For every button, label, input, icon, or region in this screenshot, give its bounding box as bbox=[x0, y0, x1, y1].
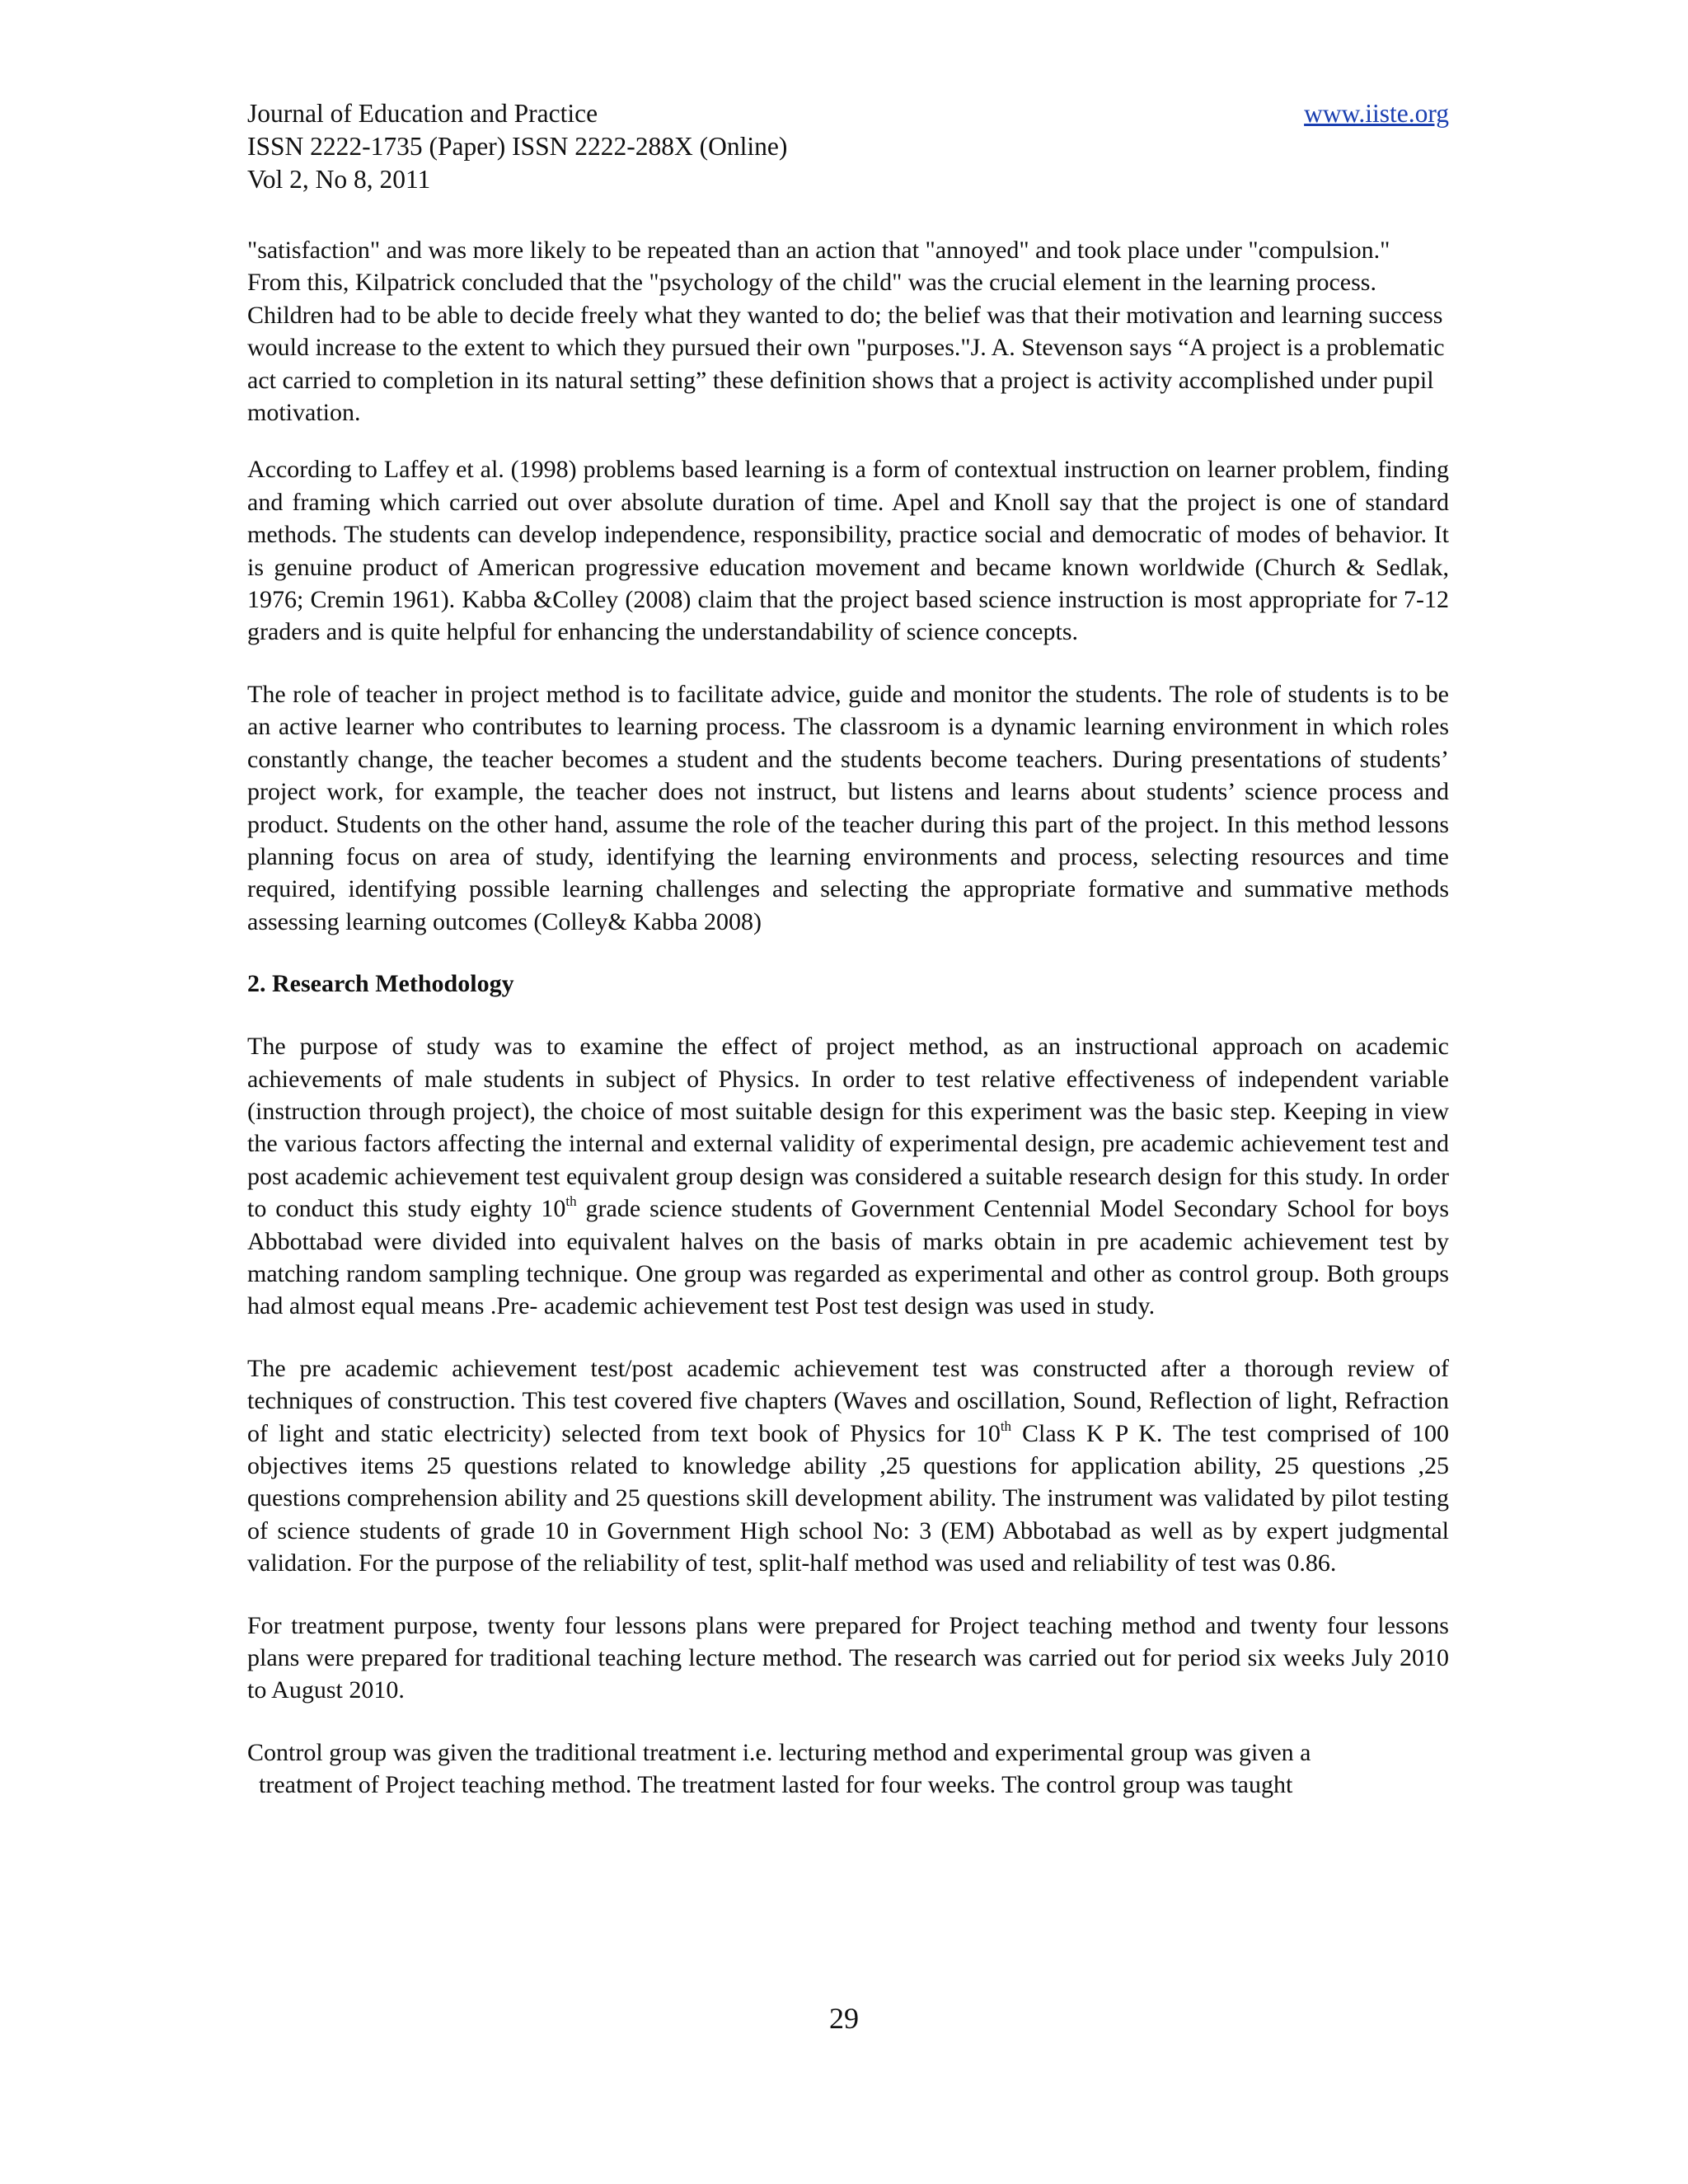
paragraph-study-purpose-part2: grade science students of Government Centennial Model Secondary School for boys Abbottabad were divided into equivalent halves on the basis of marks obtain in pre academic achievement test by matching random sampling technique. One group was regarded as experimental and other as control group. Both groups had almost equal means .Pre- academic achievement test Post test design was used in study. bbox=[247, 1195, 1449, 1320]
page-number: 29 bbox=[829, 2002, 859, 2035]
paragraph-kilpatrick: "satisfaction" and was more likely to be repeated than an action that "annoyed" and took place under "compulsion." From this, Kilpatrick concluded that the "psychology of the child" was the crucial element in the learning process. Children had to be able to decide freely what they wanted to do; the belief was that their motivation and learning success would increase to the extent to which they pursued their own "purposes."J. A. Stevenson says “A project is a problematic act carried to completion in its natural setting” these definition shows that a project is activity accomplished under pupil motivation. bbox=[247, 237, 1445, 427]
article-body bbox=[247, 234, 1449, 1802]
website-link[interactable]: www.iiste.org bbox=[1304, 99, 1449, 128]
paragraph-test-construction bbox=[247, 1352, 1449, 1580]
journal-title: Journal of Education and Practice bbox=[247, 99, 598, 128]
control-group-line-2: treatment of Project teaching method. The treatment lasted for four weeks. The control group was taught bbox=[259, 1771, 1293, 1799]
paragraph-teacher-role: The role of teacher in project method is to facilitate advice, guide and monitor the students. The role of students is to be an active learner who contributes to learning process. The classroom is a dynamic learning environment in which roles constantly change, the teacher becomes a student and the students become teachers. During presentations of students’ project work, for example, the teacher does not instruct, but listens and learns about students’ science process and product. Students on the other hand, assume the role of the teacher during this part of the project. In this method lessons planning focus on area of study, identifying the learning environments and process, selecting resources and time required, identifying possible learning challenges and selecting the appropriate formative and summative methods assessing learning outcomes (Colley& Kabba 2008) bbox=[247, 680, 1449, 935]
issn-line: ISSN 2222-1735 (Paper) ISSN 2222-288X (Online) bbox=[247, 132, 788, 161]
superscript-th: th bbox=[1000, 1418, 1012, 1434]
running-header bbox=[247, 97, 1449, 196]
superscript-th: th bbox=[565, 1193, 577, 1210]
paragraph-test-construction-part1: The pre academic achievement test/post academic achievement test was constructed after a thorough review of techniques of construction. This test covered five chapters (Waves and oscillation, Sound, Reflection of light, Refraction of light and static electricity) selected from text book of Physics for 10 bbox=[247, 1354, 1449, 1447]
paragraph-study-purpose-part1: The purpose of study was to examine the effect of project method, as an instructional approach on academic achievements of male students in subject of Physics. In order to test relative effectiveness of independent variable (instruction through project), the choice of most suitable design for this experiment was the basic step. Keeping in view the various factors affecting the internal and external validity of experimental design, pre academic achievement test and post academic achievement test equivalent group design was considered a suitable research design for this study. In order to conduct this study eighty 10 bbox=[247, 1033, 1449, 1223]
paragraph-study-purpose bbox=[247, 1030, 1449, 1323]
paragraph-control-group bbox=[247, 1736, 1449, 1802]
paragraph-test-construction-part2: Class K P K. The test comprised of 100 objectives items 25 questions related to knowledge ability ,25 questions for application ability, 25 questions ,25 questions comprehension ability and 25 questions skill development ability. The instrument was validated by pilot testing of science students of grade 10 in Government High school No: 3 (EM) Abbotabad as well as by expert judgmental validation. For the purpose of the reliability of test, split-half method was used and reliability of test was 0.86. bbox=[247, 1419, 1449, 1577]
control-group-line-1: Control group was given the traditional treatment i.e. lecturing method and experimental group was given a bbox=[247, 1738, 1311, 1766]
paragraph-treatment: For treatment purpose, twenty four lessons plans were prepared for Project teaching method and twenty four lessons plans were prepared for traditional teaching lecture method. The research was carried out for period six weeks July 2010 to August 2010. bbox=[247, 1611, 1449, 1704]
paragraph-laffey: According to Laffey et al. (1998) problems based learning is a form of contextual instruction on learner problem, finding and framing which carried out over absolute duration of time. Apel and Knoll say that the project is one of standard methods. The students can develop independence, responsibility, practice social and democratic of modes of behavior. It is genuine product of American progressive education movement and became known worldwide (Church & Sedlak, 1976; Cremin 1961). Kabba &Colley (2008) claim that the project based science instruction is most appropriate for 7-12 graders and is quite helpful for enhancing the understandability of science concepts. bbox=[247, 456, 1449, 646]
section-heading-research-methodology: 2. Research Methodology bbox=[247, 970, 514, 998]
header-top-row bbox=[247, 97, 1449, 130]
volume-line: Vol 2, No 8, 2011 bbox=[247, 165, 431, 194]
